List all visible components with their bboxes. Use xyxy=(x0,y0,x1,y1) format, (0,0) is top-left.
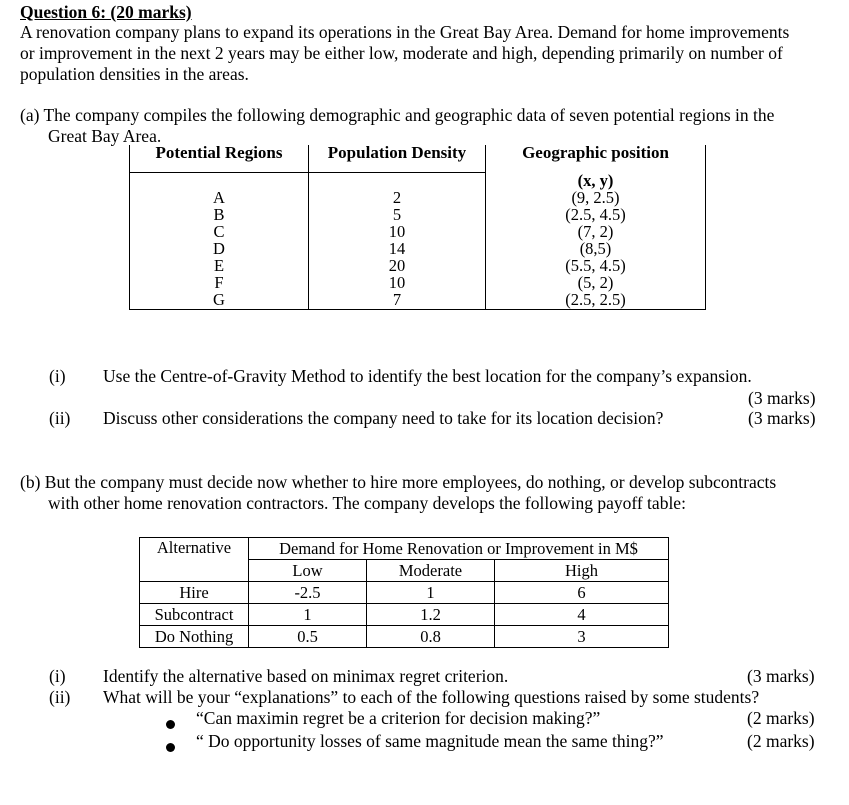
a-q2-marks: (3 marks) xyxy=(748,408,816,428)
table-row xyxy=(130,292,706,310)
density-a: 2 xyxy=(309,190,486,207)
density-c: 10 xyxy=(309,224,486,241)
bullet-1-marks: (2 marks) xyxy=(747,708,815,728)
alt-hire: Hire xyxy=(140,582,249,604)
part-b-line-1: (b) But the company must decide now whether to hire more employees, do nothing, or develop subcontracts xyxy=(20,472,777,492)
part-a-line-1: (a) The company compiles the following demographic and geographic data of seven potential regions in the xyxy=(20,105,775,125)
a-q1-text: Use the Centre-of-Gravity Method to identify the best location for the company’s expansion. xyxy=(103,366,752,386)
b-q2-text: What will be your “explanations” to each of the following questions raised by some students? xyxy=(103,687,760,707)
bullet-2-marks: (2 marks) xyxy=(747,731,815,751)
position-d: (8,5) xyxy=(486,241,706,258)
density-b: 5 xyxy=(309,207,486,224)
intro-line-3: population densities in the areas. xyxy=(20,64,249,84)
hire-moderate: 1 xyxy=(367,582,495,604)
bullet-2-text: “ Do opportunity losses of same magnitude mean the same thing?” xyxy=(196,731,664,751)
table-row xyxy=(140,626,669,648)
header-potential-regions: Potential Regions xyxy=(130,145,309,173)
payoff-table xyxy=(139,537,669,648)
do-nothing-low: 0.5 xyxy=(249,626,367,648)
subcontract-low: 1 xyxy=(249,604,367,626)
region-a: A xyxy=(130,190,309,207)
bullet-icon xyxy=(166,736,175,757)
density-e: 20 xyxy=(309,258,486,275)
subcontract-high: 4 xyxy=(495,604,669,626)
b-q1-num: (i) xyxy=(49,666,66,686)
header-geographic-position: Geographic position xyxy=(486,145,706,173)
position-g: (2.5, 2.5) xyxy=(486,292,706,310)
position-a: (9, 2.5) xyxy=(486,190,706,207)
hire-low: -2.5 xyxy=(249,582,367,604)
b-q1-text: Identify the alternative based on minimax regret criterion. xyxy=(103,666,509,686)
density-g: 7 xyxy=(309,292,486,310)
level-high: High xyxy=(495,560,669,582)
density-f: 10 xyxy=(309,275,486,292)
question-title: Question 6: (20 marks) xyxy=(20,2,192,22)
region-e: E xyxy=(130,258,309,275)
do-nothing-high: 3 xyxy=(495,626,669,648)
intro-line-1: A renovation company plans to expand its operations in the Great Bay Area. Demand for home improvements xyxy=(20,22,790,42)
header-alternative: Alternative xyxy=(140,538,249,582)
position-f: (5, 2) xyxy=(486,275,706,292)
part-b-line-2: with other home renovation contractors. The company develops the following payoff table: xyxy=(48,493,686,513)
level-low: Low xyxy=(249,560,367,582)
part-a-line-2: Great Bay Area. xyxy=(48,126,162,146)
payoff-table-header-row xyxy=(140,538,669,560)
do-nothing-moderate: 0.8 xyxy=(367,626,495,648)
position-c: (7, 2) xyxy=(486,224,706,241)
subcontract-moderate: 1.2 xyxy=(367,604,495,626)
bullet-icon xyxy=(166,713,175,734)
a-q1-marks: (3 marks) xyxy=(748,388,816,408)
region-g: G xyxy=(130,292,309,310)
region-b: B xyxy=(130,207,309,224)
header-population-density: Population Density xyxy=(309,145,486,173)
a-q1-num: (i) xyxy=(49,366,66,386)
hire-high: 6 xyxy=(495,582,669,604)
density-d: 14 xyxy=(309,241,486,258)
alt-subcontract: Subcontract xyxy=(140,604,249,626)
header-demand: Demand for Home Renovation or Improvement in M$ xyxy=(249,538,669,560)
bullet-1-text: “Can maximin regret be a criterion for decision making?” xyxy=(196,708,601,728)
region-data-table xyxy=(129,145,706,310)
b-q1-marks: (3 marks) xyxy=(747,666,815,686)
table-row xyxy=(140,604,669,626)
position-b: (2.5, 4.5) xyxy=(486,207,706,224)
a-q2-text: Discuss other considerations the company need to take for its location decision? xyxy=(103,408,664,428)
region-c: C xyxy=(130,224,309,241)
intro-line-2: or improvement in the next 2 years may be either low, moderate and high, depending primarily on number of xyxy=(20,43,783,63)
a-q2-num: (ii) xyxy=(49,408,71,428)
table-row xyxy=(140,582,669,604)
region-d: D xyxy=(130,241,309,258)
b-q2-num: (ii) xyxy=(49,687,71,707)
region-table-header-row xyxy=(130,145,706,173)
alt-do-nothing: Do Nothing xyxy=(140,626,249,648)
level-moderate: Moderate xyxy=(367,560,495,582)
position-e: (5.5, 4.5) xyxy=(486,258,706,275)
region-f: F xyxy=(130,275,309,292)
header-xy: (x, y) xyxy=(486,173,706,191)
